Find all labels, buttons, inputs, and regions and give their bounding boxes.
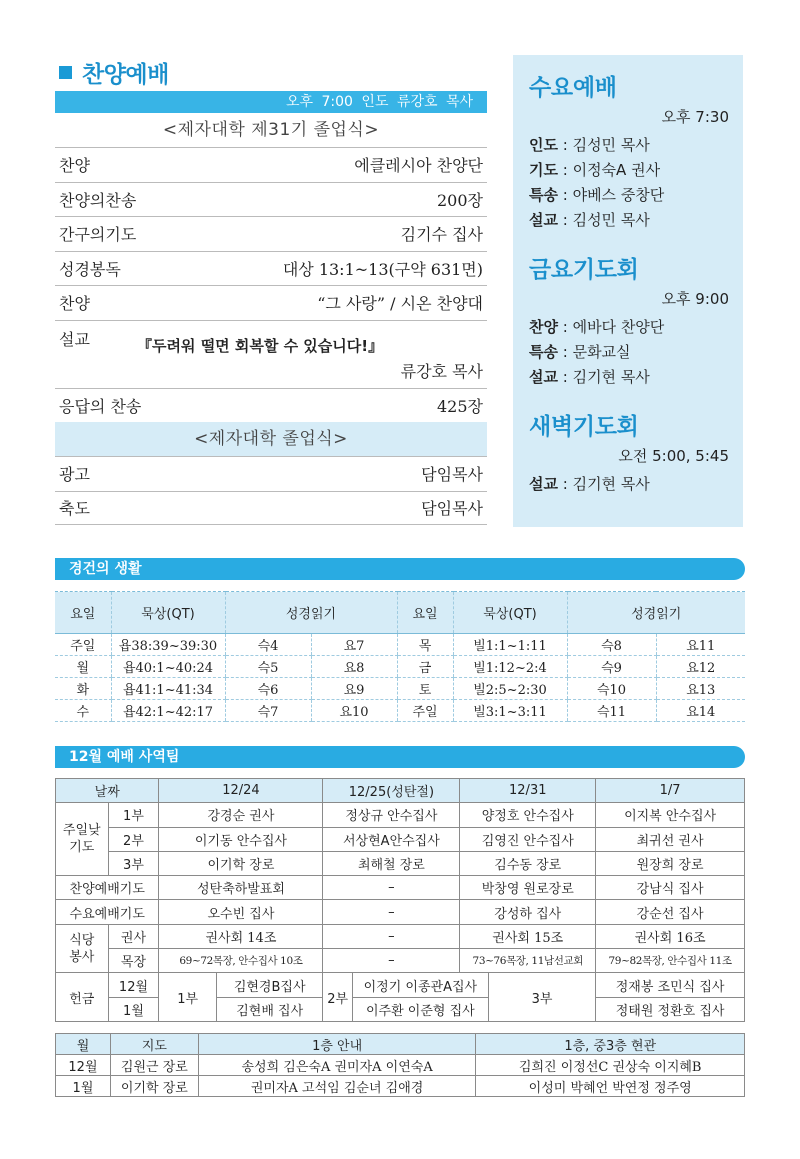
- program-row: [55, 491, 487, 526]
- table-cell: 김현배 집사: [216, 997, 323, 1021]
- row-label: 수요예배기도: [56, 900, 159, 924]
- wednesday-service-time: 오후 7:30: [661, 108, 729, 126]
- program-row: [55, 147, 487, 182]
- table-cell: 이지복 안수집사: [596, 803, 745, 827]
- program-label: 광고: [59, 465, 90, 485]
- table-cell: 요7: [311, 634, 397, 656]
- program-label: 간구의기도: [59, 225, 137, 245]
- program-label: 성경봉독: [59, 259, 121, 279]
- table-row: [55, 678, 745, 700]
- table-cell: 이기학 장로: [159, 851, 323, 875]
- table-cell: 빌1:12~2:4: [453, 656, 567, 678]
- table-cell: 박창영 원로장로: [460, 876, 596, 900]
- table-cell: 요11: [656, 634, 745, 656]
- friday-prayer-time: 오후 9:00: [661, 290, 729, 308]
- table-cell: 빌2:5~2:30: [453, 678, 567, 700]
- col-header: 지도: [110, 1034, 198, 1055]
- table-cell: –: [323, 876, 460, 900]
- program-row: [55, 182, 487, 217]
- table-row: [55, 656, 745, 678]
- program-label: 찬양의찬송: [59, 190, 137, 210]
- program-value: 담임목사: [421, 499, 483, 519]
- praise-worship-program: [55, 55, 487, 525]
- table-cell: 이기학 장로: [110, 1076, 198, 1097]
- program-value: 대상 13:1~13(구약 631면): [282, 259, 483, 279]
- col-header: 성경읽기: [567, 592, 745, 634]
- table-cell: 양정호 안수집사: [460, 803, 596, 827]
- wednesday-service-title: 수요예배: [529, 75, 617, 101]
- row-label: 1부: [108, 803, 159, 827]
- friday-prayer-title: 금요기도회: [529, 257, 639, 283]
- square-bullet-icon: [59, 66, 72, 79]
- table-cell: 최귀선 권사: [596, 827, 745, 851]
- table-cell: 김영진 안수집사: [460, 827, 596, 851]
- table-cell: 원장희 장로: [596, 851, 745, 875]
- table-cell: 이성미 박혜언 박연정 정주영: [476, 1076, 745, 1097]
- row-label: 1월: [108, 997, 159, 1021]
- table-cell: 김수동 장로: [460, 851, 596, 875]
- praise-worship-header: [55, 55, 487, 89]
- row-label: 권사: [108, 924, 159, 948]
- table-cell: 69~72목장, 안수집사 10조: [159, 949, 323, 973]
- table-cell: 강남식 집사: [596, 876, 745, 900]
- service-line: 인도 : 김성민 목사: [529, 136, 650, 154]
- service-line: 설교 : 김성민 목사: [529, 211, 650, 229]
- table-cell: 요9: [311, 678, 397, 700]
- program-label: 축도: [59, 499, 90, 519]
- service-line: 찬양 : 에바다 찬양단: [529, 318, 665, 336]
- table-row: [55, 634, 745, 656]
- program-value: 200장: [437, 190, 483, 210]
- program-row: [55, 388, 487, 423]
- service-line: 설교 : 김기현 목사: [529, 475, 650, 493]
- table-cell: 정태원 정환호 집사: [596, 997, 745, 1021]
- service-line: 특송 : 문화교실: [529, 343, 631, 361]
- sermon-row: [55, 320, 487, 388]
- table-cell: 권사회 14조: [159, 924, 323, 948]
- col-header: 12/25(성탄절): [323, 779, 460, 803]
- table-cell: 수: [55, 700, 111, 722]
- table-cell: 슥4: [225, 634, 311, 656]
- program-row: [55, 251, 487, 286]
- table-cell: 2부: [323, 973, 352, 1022]
- table-cell: 서상현A안수집사: [323, 827, 460, 851]
- table-cell: 욥42:1~42:17: [111, 700, 225, 722]
- table-cell: 권사회 15조: [460, 924, 596, 948]
- row-label: 12월: [108, 973, 159, 997]
- col-header: 1층, 중3층 현관: [476, 1034, 745, 1055]
- col-header: 성경읽기: [225, 592, 397, 634]
- table-cell: 주일: [55, 634, 111, 656]
- table-cell: 슥6: [225, 678, 311, 700]
- row-group-label: 헌금: [56, 973, 109, 1022]
- graduation-subheading: <제자대학 제31기 졸업식>: [162, 120, 380, 140]
- dawn-prayer-title: 새벽기도회: [529, 414, 639, 440]
- service-line: 기도 : 이정숙A 권사: [529, 161, 661, 179]
- col-header: 1층 안내: [198, 1034, 476, 1055]
- table-cell: 성탄축하발표회: [159, 876, 323, 900]
- table-cell: 송성희 김은숙A 권미자A 이연숙A: [198, 1055, 476, 1076]
- table-cell: 요14: [656, 700, 745, 722]
- table-cell: 욥40:1~40:24: [111, 656, 225, 678]
- program-label: 응답의 찬송: [59, 396, 142, 416]
- service-line: 특송 : 야베스 중창단: [529, 186, 665, 204]
- table-cell: 주일: [397, 700, 453, 722]
- table-cell: 요12: [656, 656, 745, 678]
- table-cell: 슥9: [567, 656, 656, 678]
- table-cell: 최해철 장로: [323, 851, 460, 875]
- table-cell: 빌3:1~3:11: [453, 700, 567, 722]
- table-cell: 73~76목장, 11남선교회: [460, 949, 596, 973]
- table-cell: 1부: [159, 973, 216, 1022]
- devotion-band: 경건의 생활: [55, 558, 745, 580]
- program-row: [55, 216, 487, 251]
- table-cell: 요10: [311, 700, 397, 722]
- table-cell: 토: [397, 678, 453, 700]
- table-cell: 3부: [488, 973, 595, 1022]
- program-value: 담임목사: [421, 465, 483, 485]
- col-header: 월: [56, 1034, 111, 1055]
- dawn-prayer-time: 오전 5:00, 5:45: [618, 447, 729, 465]
- row-group-label: 주일낮 기도: [56, 803, 109, 876]
- table-row: [55, 700, 745, 722]
- table-cell: 요13: [656, 678, 745, 700]
- table-cell: 1월: [56, 1076, 111, 1097]
- table-row: [56, 1055, 745, 1076]
- program-value: 425장: [437, 396, 483, 416]
- table-cell: –: [323, 924, 460, 948]
- table-cell: 정상규 안수집사: [323, 803, 460, 827]
- table-cell: –: [323, 949, 460, 973]
- program-value: 김기수 집사: [400, 225, 483, 245]
- worship-time-bar: 오후 7:00 인도 류강호 목사: [55, 91, 487, 113]
- table-cell: –: [323, 900, 460, 924]
- table-cell: 김원근 장로: [110, 1055, 198, 1076]
- graduation-subheading-2: <제자대학 졸업식>: [55, 422, 487, 456]
- table-cell: 이정기 이종관A집사: [352, 973, 488, 997]
- table-row: [56, 1076, 745, 1097]
- col-header: 12/31: [460, 779, 596, 803]
- table-cell: 슥11: [567, 700, 656, 722]
- sermon-label: 설교: [59, 329, 90, 349]
- table-cell: 목: [397, 634, 453, 656]
- program-label: 찬양: [59, 294, 90, 314]
- table-cell: 강성하 집사: [460, 900, 596, 924]
- praise-worship-title: 찬양예배: [82, 61, 169, 88]
- col-header: 요일: [55, 592, 111, 634]
- row-label: 목장: [108, 949, 159, 973]
- table-cell: 슥10: [567, 678, 656, 700]
- table-cell: 강경순 권사: [159, 803, 323, 827]
- col-header: 날짜: [56, 779, 159, 803]
- program-value: “그 사랑” / 시온 찬양대: [317, 294, 483, 314]
- table-cell: 요8: [311, 656, 397, 678]
- col-header: 요일: [397, 592, 453, 634]
- devotion-table: [55, 591, 745, 722]
- col-header: 12/24: [159, 779, 323, 803]
- table-cell: 79~82목장, 안수집사 11조: [596, 949, 745, 973]
- table-cell: 이주환 이준형 집사: [352, 997, 488, 1021]
- table-cell: 이기동 안수집사: [159, 827, 323, 851]
- table-cell: 12월: [56, 1055, 111, 1076]
- col-header: 묵상(QT): [453, 592, 567, 634]
- other-services-box: [513, 55, 743, 527]
- table-cell: 슥8: [567, 634, 656, 656]
- table-cell: 화: [55, 678, 111, 700]
- guide-table: [55, 1033, 745, 1097]
- table-cell: 욥38:39~39:30: [111, 634, 225, 656]
- program-row: [55, 285, 487, 320]
- program-value: 에클레시아 찬양단: [354, 156, 483, 176]
- col-header: 1/7: [596, 779, 745, 803]
- table-cell: 김희진 이정선C 권상숙 이지혜B: [476, 1055, 745, 1076]
- row-label: 3부: [108, 851, 159, 875]
- sermon-title: 『두려워 떨면 회복할 수 있습니다!』: [137, 336, 384, 355]
- row-label: 2부: [108, 827, 159, 851]
- service-line: 설교 : 김기현 목사: [529, 368, 650, 386]
- col-header: 묵상(QT): [111, 592, 225, 634]
- table-cell: 정재봉 조민식 집사: [596, 973, 745, 997]
- table-cell: 권사회 16조: [596, 924, 745, 948]
- table-cell: 강순선 집사: [596, 900, 745, 924]
- program-label: 찬양: [59, 156, 90, 176]
- table-cell: 욥41:1~41:34: [111, 678, 225, 700]
- table-cell: 김현경B집사: [216, 973, 323, 997]
- program-row: [55, 456, 487, 491]
- row-label: 찬양예배기도: [56, 876, 159, 900]
- table-cell: 슥5: [225, 656, 311, 678]
- table-cell: 빌1:1~1:11: [453, 634, 567, 656]
- service-team-band: 12월 예배 사역팀: [55, 746, 745, 768]
- table-cell: 금: [397, 656, 453, 678]
- service-team-table: [55, 778, 745, 1022]
- table-cell: 오수빈 집사: [159, 900, 323, 924]
- table-cell: 슥7: [225, 700, 311, 722]
- sermon-preacher: 류강호 목사: [400, 361, 483, 381]
- table-cell: 권미자A 고석임 김순녀 김애경: [198, 1076, 476, 1097]
- table-cell: 월: [55, 656, 111, 678]
- row-group-label: 식당 봉사: [56, 924, 109, 973]
